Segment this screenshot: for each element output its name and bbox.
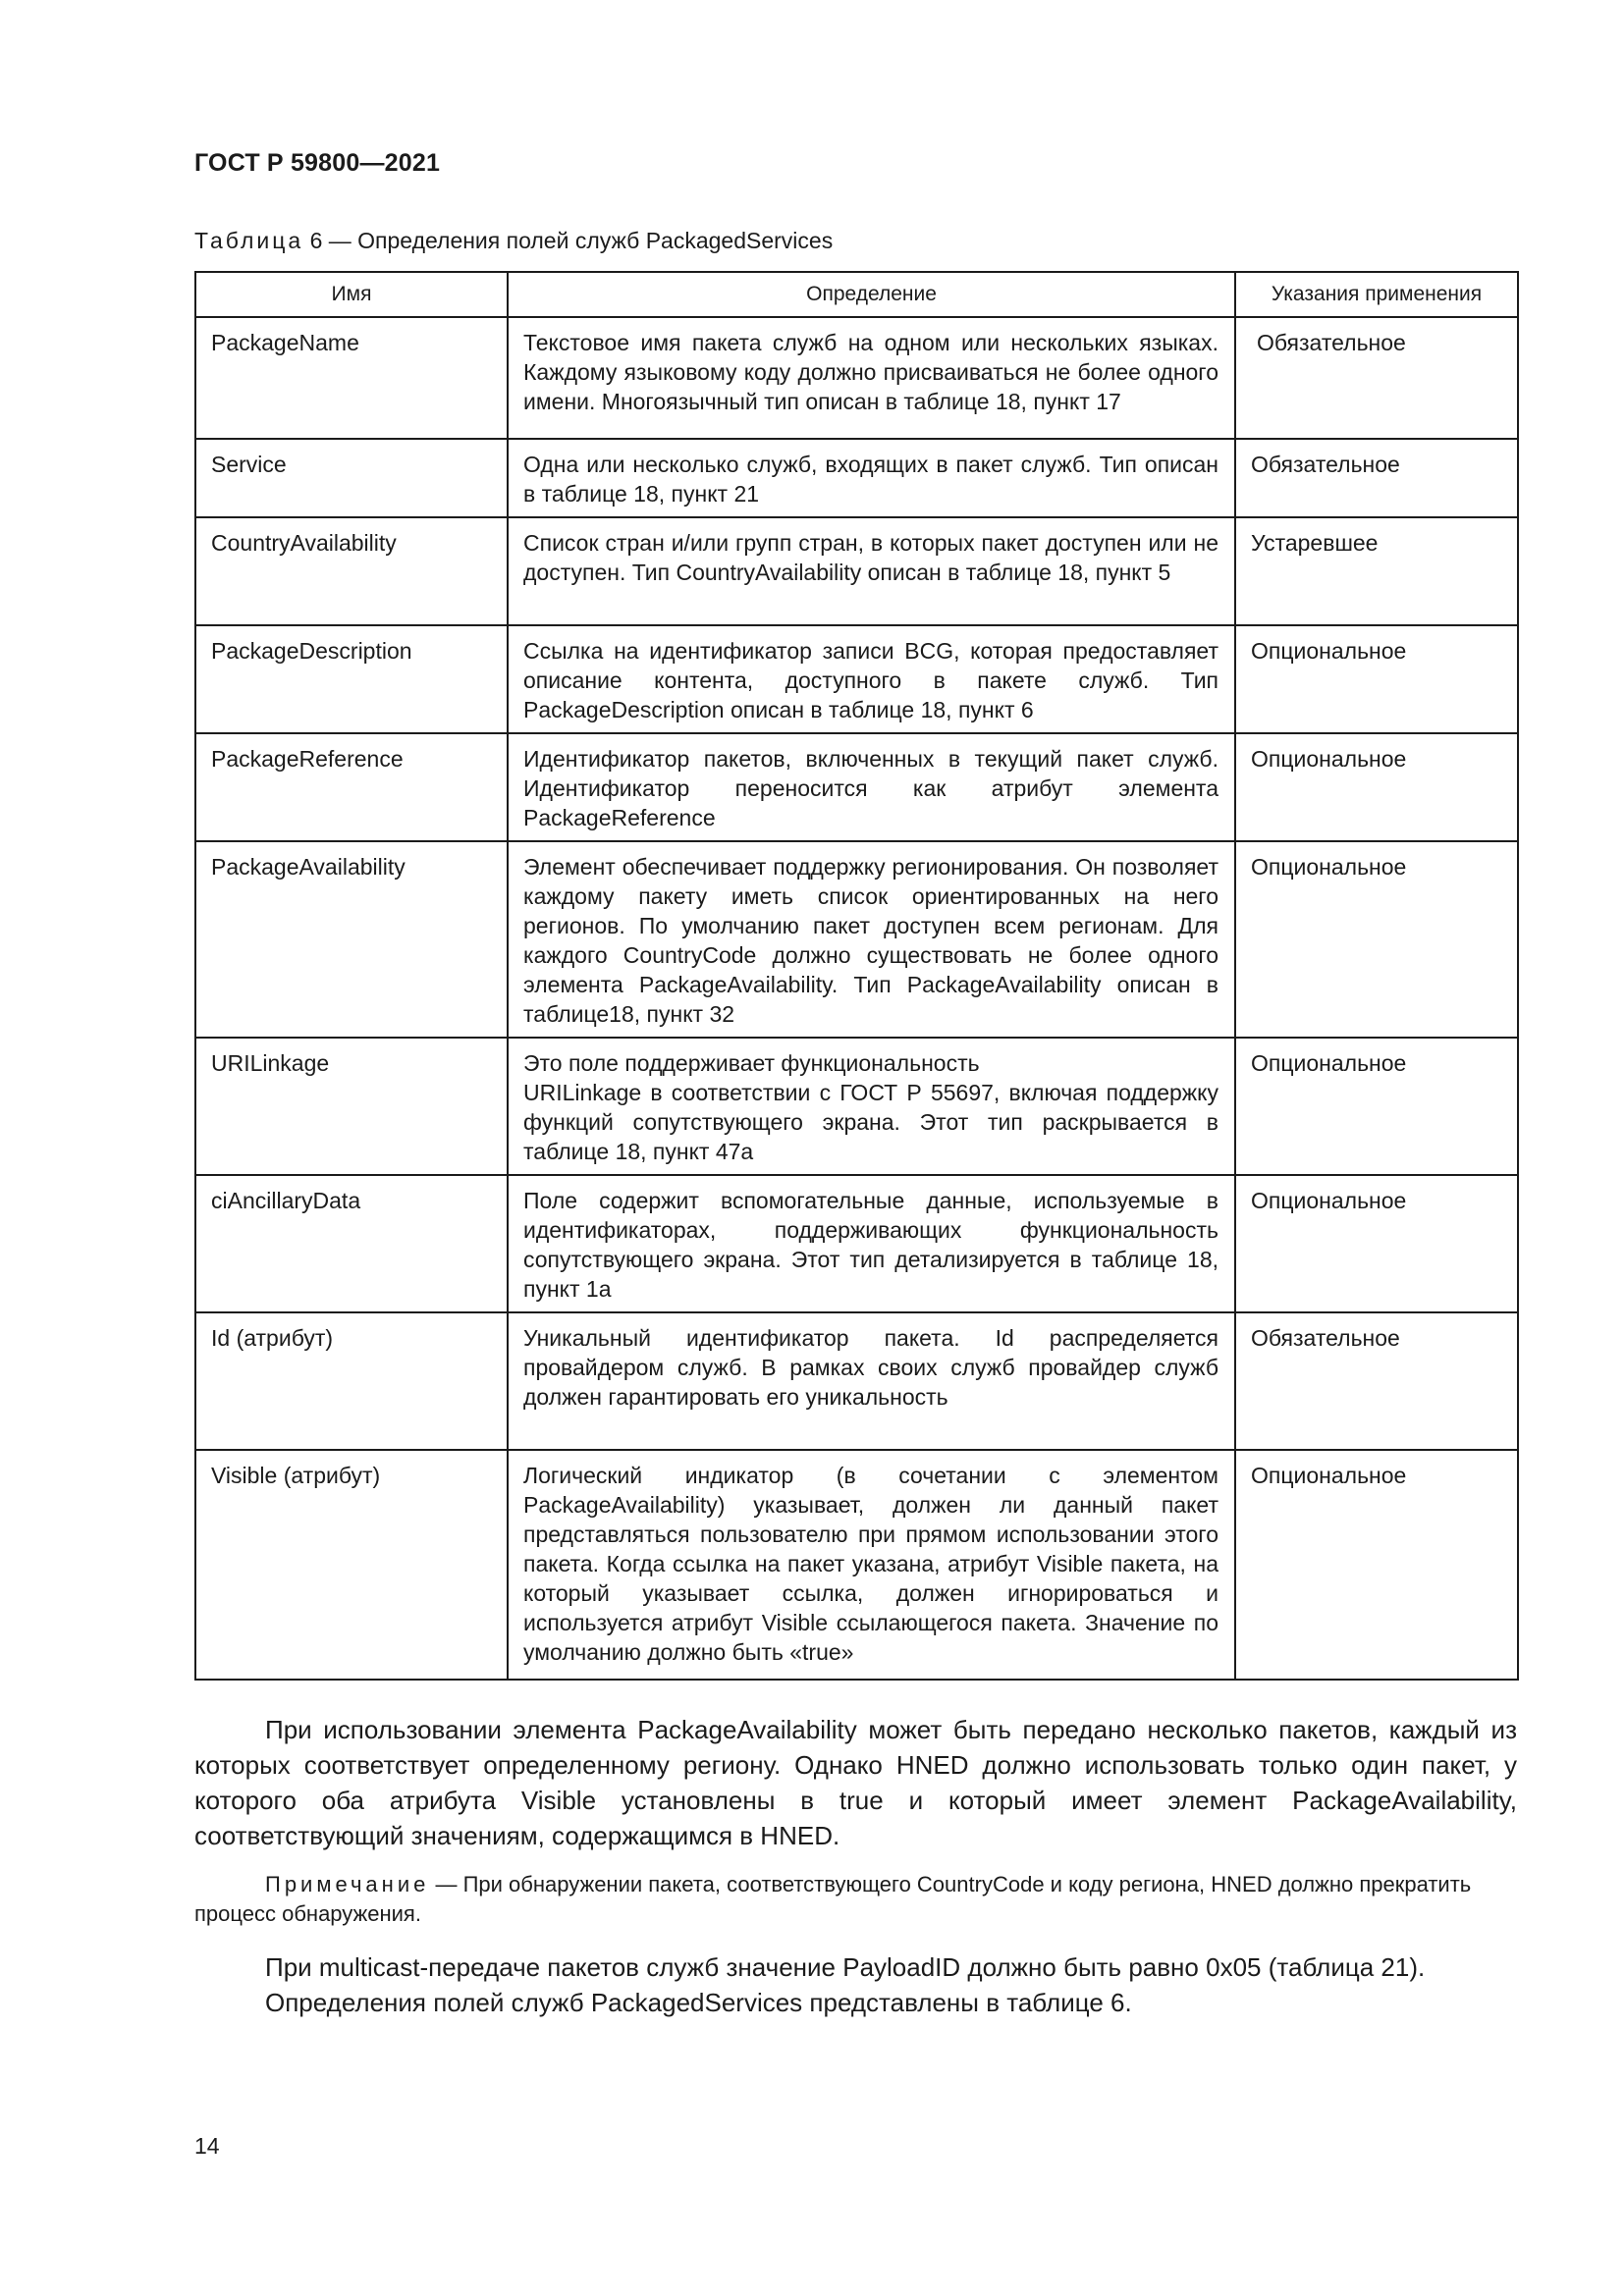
table-caption-title: 6 — Определения полей служб PackagedServices	[303, 228, 834, 253]
field-name-cell: CountryAvailability	[195, 517, 508, 625]
field-name-cell: PackageName	[195, 317, 508, 439]
field-usage-cell: Опциональное	[1235, 1175, 1518, 1312]
body-paragraph-line: При multicast-передаче пакетов служб значение PayloadID должно быть равно 0x05 (таблица 21).	[265, 1952, 1426, 1982]
service-fields-table	[194, 271, 1519, 1681]
field-usage-cell: Обязательное	[1235, 1312, 1518, 1450]
body-paragraph: При использовании элемента PackageAvailability может быть передано несколько пакетов, каждый из которых соответствует определенному региону. Однако HNED должно использовать только один пакет, у которого оба атрибута Visible установлены в true и который имеет элемент PackageAvailability, соответствующий значениям, содержащимся в HNED.	[194, 1715, 1517, 1850]
field-definition-cell: Ссылка на идентификатор записи BCG, которая предоставляет описание контента, доступного в пакете служб. Тип PackageDescription описан в таблице 18, пункт 6	[508, 625, 1235, 733]
table-caption	[194, 228, 833, 254]
table-row	[195, 625, 1518, 733]
body-paragraph	[194, 1949, 1517, 2020]
table-row	[195, 517, 1518, 625]
field-definition-cell: Список стран и/или групп стран, в которых пакет доступен или не доступен. Тип CountryAvailability описан в таблице 18, пункт 5	[508, 517, 1235, 625]
field-usage-cell: Опциональное	[1235, 733, 1518, 841]
field-usage-cell: Опциональное	[1235, 625, 1518, 733]
field-definition-cell: Логический индикатор (в сочетании с элементом PackageAvailability) указывает, должен ли данный пакет представляться пользователю при прямом использовании этого пакета. Когда ссылка на пакет указана, атрибут Visible пакета, на который указывает ссылка, должен игнорироваться и используется атрибут Visible ссылающегося пакета. Значение по умолчанию должно быть «true»	[508, 1450, 1235, 1680]
field-definition-cell: Уникальный идентификатор пакета. Id распределяется провайдером служб. В рамках своих служб провайдер служб должен гарантировать его уникальность	[508, 1312, 1235, 1450]
field-name-cell: Id (атрибут)	[195, 1312, 508, 1450]
table-row	[195, 439, 1518, 517]
table-row	[195, 1450, 1518, 1680]
field-usage-cell: Устаревшее	[1235, 517, 1518, 625]
table-row	[195, 317, 1518, 439]
column-header-name: Имя	[195, 272, 508, 317]
field-name-cell: Service	[195, 439, 508, 517]
table-row	[195, 841, 1518, 1038]
field-definition-cell: Поле содержит вспомогательные данные, используемые в идентификаторах, поддерживающих функциональность сопутствующего экрана. Этот тип детализируется в таблице 18, пункт 1а	[508, 1175, 1235, 1312]
field-name-cell: ciAncillaryData	[195, 1175, 508, 1312]
body-paragraph-line: Определения полей служб PackagedServices представлены в таблице 6.	[265, 1988, 1132, 2017]
field-usage-cell: Опциональное	[1235, 1450, 1518, 1680]
page-number: 14	[194, 2133, 220, 2159]
field-definition-line: URILinkage в соответствии с ГОСТ Р 55697, включая поддержку функций сопутствующего экрана. Этот тип раскрывается в таблице 18, пункт 47а	[523, 1080, 1218, 1164]
document-header-code: ГОСТ Р 59800—2021	[194, 149, 441, 177]
table-row	[195, 1038, 1518, 1175]
field-definition-cell: Текстовое имя пакета служб на одном или нескольких языках. Каждому языковому коду должно присваиваться не более одного имени. Многоязычный тип описан в таблице 18, пункт 17	[508, 317, 1235, 439]
field-usage-cell: Обязательное	[1235, 317, 1518, 439]
field-name-cell: PackageAvailability	[195, 841, 508, 1038]
field-usage-cell: Опциональное	[1235, 841, 1518, 1038]
field-definition-cell: Одна или несколько служб, входящих в пакет служб. Тип описан в таблице 18, пункт 21	[508, 439, 1235, 517]
field-name-cell: PackageReference	[195, 733, 508, 841]
field-usage-cell: Обязательное	[1235, 439, 1518, 517]
field-name-cell: PackageDescription	[195, 625, 508, 733]
field-definition-cell: Идентификатор пакетов, включенных в текущий пакет служб. Идентификатор переносится как атрибут элемента PackageReference	[508, 733, 1235, 841]
column-header-usage: Указания применения	[1235, 272, 1518, 317]
field-definition-cell: Элемент обеспечивает поддержку регионирования. Он позволяет каждому пакету иметь список ориентированных на него регионов. По умолчанию пакет доступен всем регионам. Для каждого CountryCode должно существовать не более одного элемента PackageAvailability. Тип PackageAvailability описан в таблице18, пункт 32	[508, 841, 1235, 1038]
table-row	[195, 1175, 1518, 1312]
field-name-cell: URILinkage	[195, 1038, 508, 1175]
table-row	[195, 1312, 1518, 1450]
table-header-row	[195, 272, 1518, 317]
note-label: Примечание	[265, 1872, 430, 1896]
field-definition-line: Это поле поддерживает функциональность	[523, 1050, 980, 1076]
field-definition-cell	[508, 1038, 1235, 1175]
note-text: — При обнаружении пакета, соответствующего CountryCode и коду региона, HNED должно прекратить процесс обнаружения.	[194, 1872, 1472, 1926]
field-name-cell: Visible (атрибут)	[195, 1450, 508, 1680]
table-caption-label: Таблица	[194, 228, 304, 253]
field-usage-cell: Опциональное	[1235, 1038, 1518, 1175]
column-header-definition: Определение	[508, 272, 1235, 317]
table-row	[195, 733, 1518, 841]
table-note	[194, 1870, 1517, 1929]
